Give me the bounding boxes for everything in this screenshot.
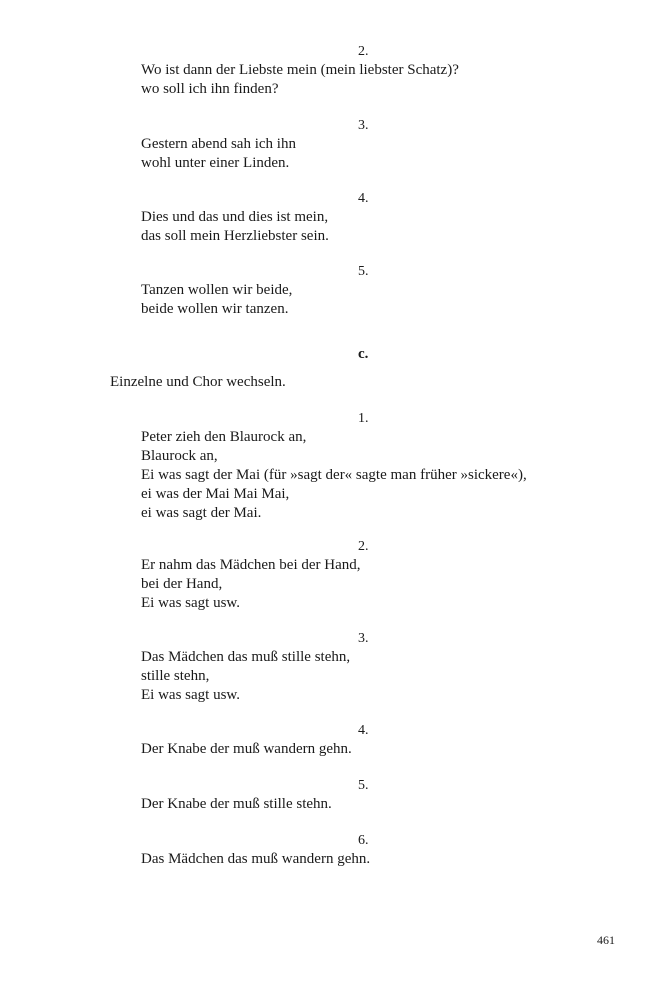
- verse-line: Er nahm das Mädchen bei der Hand,: [141, 557, 361, 573]
- verse-line: das soll mein Herzliebster sein.: [141, 228, 329, 244]
- section-heading: c.: [358, 346, 369, 362]
- page-number: 461: [597, 933, 615, 947]
- verse-line: wo soll ich ihn finden?: [141, 81, 279, 97]
- section-intro: Einzelne und Chor wechseln.: [110, 374, 286, 390]
- stanza: [141, 556, 361, 613]
- stanza: [141, 61, 459, 99]
- stanza-number: 2.: [358, 539, 369, 554]
- verse-line: bei der Hand,: [141, 576, 223, 592]
- verse-line: Dies und das und dies ist mein,: [141, 209, 329, 225]
- stanza-number: 4.: [358, 191, 369, 206]
- verse-line: stille stehn,: [141, 668, 210, 684]
- stanza-number: 6.: [358, 833, 369, 848]
- verse-line: Das Mädchen das muß stille stehn,: [141, 649, 351, 665]
- stanza: [141, 795, 332, 814]
- verse-line: Der Knabe der muß wandern gehn.: [141, 741, 352, 757]
- verse-line: Wo ist dann der Liebste mein (mein liebster Schatz)?: [141, 62, 459, 78]
- verse-line: Ei was sagt usw.: [141, 687, 241, 703]
- verse-line: Tanzen wollen wir beide,: [141, 282, 293, 298]
- stanza-number: 5.: [358, 778, 369, 793]
- verse-line: Peter zieh den Blaurock an,: [141, 429, 307, 445]
- stanza-number: 4.: [358, 723, 369, 738]
- stanza-number: 1.: [358, 411, 369, 426]
- verse-line: Der Knabe der muß stille stehn.: [141, 796, 332, 812]
- verse-line: Das Mädchen das muß wandern gehn.: [141, 851, 371, 867]
- stanza: [141, 648, 350, 705]
- stanza-number: 3.: [358, 118, 369, 133]
- stanza: [141, 740, 352, 759]
- verse-line: wohl unter einer Linden.: [141, 155, 290, 171]
- stanza-number: 2.: [358, 44, 369, 59]
- verse-line: Ei was sagt der Mai (für »sagt der« sagte man früher »sickere«),: [141, 467, 527, 483]
- verse-line: ei was der Mai Mai Mai,: [141, 486, 290, 502]
- stanza-number: 5.: [358, 264, 369, 279]
- stanza-number: 3.: [358, 631, 369, 646]
- stanza: [141, 208, 329, 246]
- stanza: [141, 281, 292, 319]
- stanza: [141, 850, 370, 869]
- stanza: [141, 135, 296, 173]
- verse-line: ei was sagt der Mai.: [141, 505, 262, 521]
- verse-line: Blaurock an,: [141, 448, 218, 464]
- stanza: [141, 428, 527, 523]
- verse-line: Gestern abend sah ich ihn: [141, 136, 296, 152]
- verse-line: beide wollen wir tanzen.: [141, 301, 289, 317]
- verse-line: Ei was sagt usw.: [141, 595, 241, 611]
